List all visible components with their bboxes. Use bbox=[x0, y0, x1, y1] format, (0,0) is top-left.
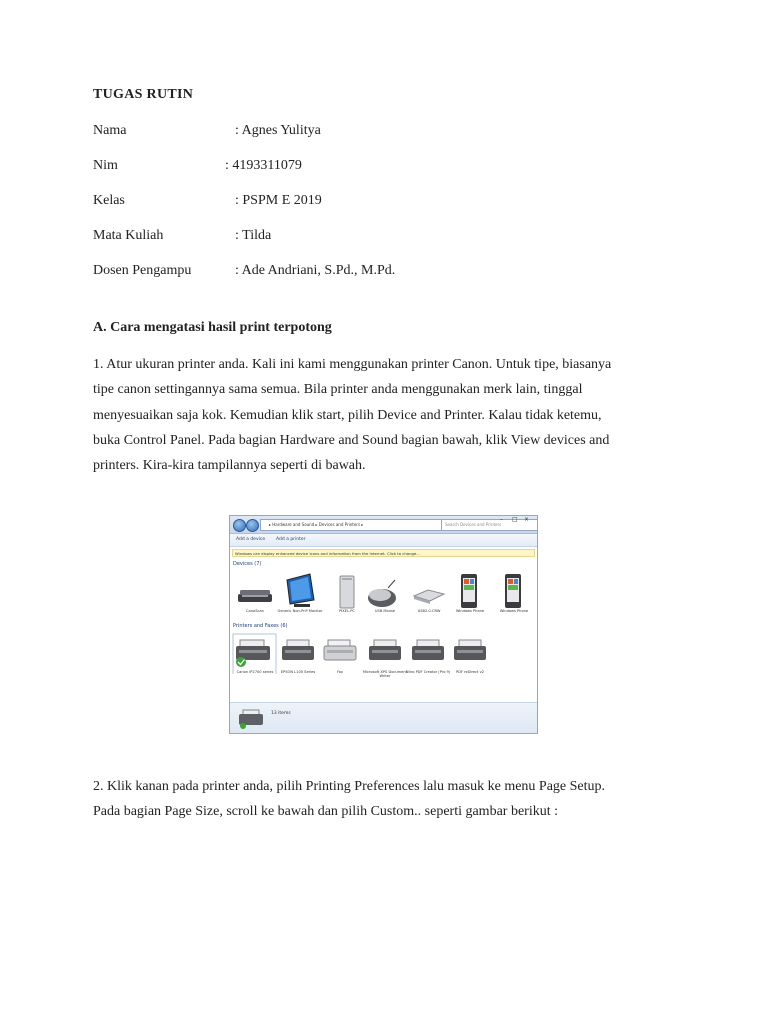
field-dosen-pengampu bbox=[93, 262, 396, 280]
printer-label: Fax bbox=[336, 670, 344, 674]
device-label: Windows Phone bbox=[499, 609, 529, 613]
paragraph-line: printers. Kira-kira tampilannya seperti di bawah. bbox=[93, 458, 366, 474]
mouse-icon bbox=[368, 580, 396, 607]
printer-icons bbox=[230, 632, 538, 674]
device-label: USB2.0-CRW bbox=[417, 609, 441, 613]
add-printer-button: Add a printer bbox=[276, 537, 306, 542]
paragraph-line: buka Control Panel. Pada bagian Hardware and Sound bagian bawah, klik View devices and bbox=[93, 432, 610, 448]
printer-icon bbox=[454, 640, 486, 660]
field-value: : Agnes Yulitya bbox=[235, 123, 321, 138]
paragraph-line: 2. Klik kanan pada printer anda, pilih Printing Preferences lalu masuk ke menu Page Setup. bbox=[93, 779, 606, 794]
paragraph-line: Pada bagian Page Size, scroll ke bawah dan pilih Custom.. seperti gambar berikut : bbox=[93, 804, 558, 820]
section-label: Printers and Faxes (6) bbox=[233, 623, 288, 629]
computer-icon bbox=[340, 576, 354, 608]
device-label: PIXEL-PC bbox=[339, 609, 355, 613]
address-path: ▸ Hardware and Sound ▸ Devices and Printers ▸ bbox=[260, 519, 445, 531]
item-count: 13 items bbox=[271, 711, 291, 716]
status-bar bbox=[230, 702, 537, 734]
phone-icon bbox=[505, 574, 521, 608]
paragraph-line: 1. Atur ukuran printer anda. Kali ini kami menggunakan printer Canon. Untuk tipe, biasanya bbox=[93, 357, 612, 372]
printer-icon bbox=[412, 640, 444, 660]
device-label: USB Mouse bbox=[374, 609, 396, 613]
field-label: Dosen Pengampu bbox=[93, 263, 192, 278]
maximize-icon: □ bbox=[512, 516, 518, 523]
scanner-icon bbox=[238, 590, 272, 602]
field-kelas bbox=[93, 192, 322, 210]
close-icon: × bbox=[524, 516, 530, 523]
field-value: : Ade Andriani, S.Pd., M.Pd. bbox=[235, 263, 396, 278]
add-device-button: Add a device bbox=[236, 537, 266, 542]
monitor-icon bbox=[287, 574, 314, 607]
field-label: Kelas bbox=[93, 193, 125, 208]
printer-icon bbox=[236, 640, 270, 667]
printer-icon bbox=[238, 709, 264, 729]
field-label: Mata Kuliah bbox=[93, 228, 164, 243]
section-label: Devices (7) bbox=[233, 561, 262, 567]
field-value: : PSPM E 2019 bbox=[235, 193, 322, 208]
forward-icon bbox=[246, 519, 259, 532]
field-value: : Tilda bbox=[235, 228, 272, 243]
printer-icon bbox=[369, 640, 401, 660]
devices-and-printers-screenshot bbox=[229, 515, 538, 734]
section-heading: A. Cara mengatasi hasil print terpotong bbox=[93, 320, 332, 335]
step-1-paragraph bbox=[93, 352, 683, 478]
printer-label: Canon iP2700 series bbox=[236, 670, 274, 674]
phone-icon bbox=[461, 574, 477, 608]
paragraph-line: menyesuaikan saja kok. Kemudian klik start, pilih Device and Printer. Kalau tidak ketemu, bbox=[93, 407, 602, 423]
printer-label: EPSON L100 Series bbox=[280, 670, 316, 674]
step-2-paragraph bbox=[93, 774, 683, 825]
back-icon bbox=[233, 519, 246, 532]
printers-section-header bbox=[233, 623, 287, 629]
device-label: Windows Phone bbox=[455, 609, 485, 613]
field-nama bbox=[93, 122, 321, 140]
printer-label: PDF reDirect v2 bbox=[455, 670, 485, 674]
printer-label: Nitro PDF Creator (Pro 9) bbox=[405, 670, 451, 674]
paragraph-line: tipe canon settingannya sama semua. Bila printer anda menggunakan merk lain, tinggal bbox=[93, 382, 583, 398]
command-bar bbox=[230, 534, 537, 547]
fax-icon bbox=[324, 640, 356, 660]
field-label: Nim bbox=[93, 158, 118, 173]
field-mata-kuliah bbox=[93, 227, 272, 245]
document-title: TUGAS RUTIN bbox=[93, 87, 194, 102]
field-nim bbox=[93, 157, 302, 175]
field-label: Nama bbox=[93, 123, 127, 138]
field-value: : 4193311079 bbox=[225, 158, 302, 173]
printer-label: Microsoft XPS Document Writer bbox=[362, 670, 408, 679]
info-bar: Windows can display enhanced device icons and information from the Internet. Click to change... bbox=[232, 549, 535, 557]
address-bar bbox=[230, 516, 537, 534]
printer-icon bbox=[282, 640, 314, 660]
search-input: Search Devices and Printers bbox=[441, 519, 538, 531]
device-label: Generic Non-PnP Monitor bbox=[277, 609, 323, 613]
card-reader-icon bbox=[414, 590, 444, 604]
minimize-icon: – bbox=[500, 516, 503, 523]
device-label: CanoScan bbox=[246, 609, 264, 613]
devices-section-header bbox=[233, 561, 261, 567]
